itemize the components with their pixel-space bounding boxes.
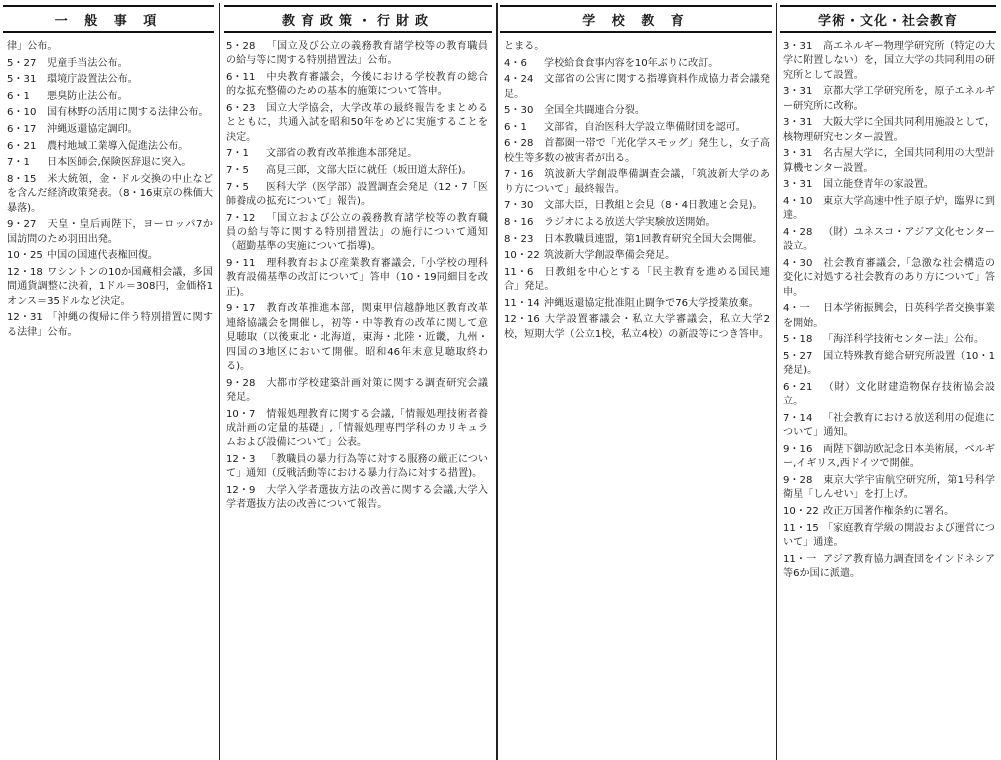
entry-text: ラジオによる放送大学実験放送開始。 — [544, 216, 716, 228]
timeline-entry — [7, 57, 213, 71]
timeline-entry — [783, 226, 995, 255]
entry-date: 6・21 — [783, 382, 813, 393]
timeline-entry — [783, 412, 995, 441]
timeline-entry — [783, 302, 995, 331]
entry-date: 4・一 — [783, 303, 810, 315]
timeline-entry — [7, 40, 213, 54]
entry-text: 「社会教育における放送利用の促進について」通知。 — [783, 413, 995, 439]
timeline-entry — [504, 137, 770, 166]
entry-text: 筑波新大学創設準備調査会議，「筑波新大学のあり方について」最終報告。 — [504, 169, 770, 195]
entry-date: 12・9 — [226, 485, 256, 497]
divider-1 — [219, 3, 220, 760]
entry-text: 医科大学（医学部）設置調査会発足（12・7「医師養成の拡充について」報告)。 — [226, 181, 488, 207]
entry-date: 7・1 — [7, 157, 30, 169]
entry-date: 7・12 — [226, 212, 256, 224]
timeline-entry — [7, 156, 213, 170]
entry-date: 3・31 — [783, 148, 813, 160]
timeline-entry — [783, 85, 995, 114]
entry-date: 5・27 — [7, 57, 37, 69]
timeline-entry — [7, 90, 213, 104]
entry-text: 東京大学宇宙航空研究所，第1号科学衛星「しんせい」を打上げ。 — [783, 475, 995, 501]
entry-text: 全国全共闘連合分裂。 — [544, 105, 645, 117]
entry-text: 高エネルギー物理学研究所（特定の大学に附置しない）を，国立大学の共同利用の研究所として設置。 — [783, 41, 995, 81]
divider-3 — [776, 3, 777, 760]
entry-text: 国立大学協会，大学改革の最終報告をまとめるとともに，共通入試を昭和50年をめどに実施することを決定。 — [226, 103, 488, 143]
entry-text: 理科教育および産業教育審議会,「小学校の理科教育設備基準の改訂について」答申（10・19同細目を改正)。 — [226, 258, 488, 298]
entry-text: 悪臭防止法公布。 — [47, 90, 128, 102]
timeline-entry — [504, 73, 770, 102]
entry-text: 日教組を中心とする「民主教育を進める国民連合」発足。 — [504, 266, 770, 293]
entry-text: 国立能登青年の家設置。 — [823, 179, 935, 191]
timeline-entry — [504, 57, 770, 71]
entry-text: 社会教育審議会,「急激な社会構造の変化に対処する社会教育のあり方について」答申。 — [783, 258, 995, 298]
entry-text: 米大統領，金・ドル交換の中止などを含んだ経済政策発表。（8・16東京の株価大暴落)。 — [7, 173, 213, 214]
timeline-entry — [7, 140, 213, 154]
header-culture: 学術・文化・社会教育 — [780, 5, 996, 33]
entry-date: 6・28 — [504, 138, 534, 150]
entry-date: 7・5 — [226, 181, 249, 193]
column-culture — [783, 40, 995, 584]
entry-date: 7・14 — [783, 413, 813, 424]
entry-text: 文部省，自治医科大学設立準備財団を認可。 — [544, 121, 746, 133]
timeline-entry — [226, 102, 488, 145]
entry-date: 5・30 — [504, 105, 534, 117]
timeline-entry — [783, 116, 995, 145]
entry-date: 4・28 — [783, 227, 813, 238]
entry-text: 農村地域工業導入促進法公布。 — [47, 140, 189, 152]
entry-date: 9・28 — [783, 475, 813, 486]
entry-text: 日本医師会,保険医辞退に突入。 — [47, 157, 192, 169]
entry-date: 3・31 — [783, 179, 813, 191]
entry-text: 教育改革推進本部，関東甲信越静地区教育改革連絡協議会を開催し，初等・中等教育の改革に関して意見聴取（以後東北・北海道，東海・北陸・近畿，九州・四国の3地区において開催。昭和46年末意見聴取終わる)。 — [226, 303, 488, 373]
entry-date: 7・16 — [504, 169, 534, 181]
entry-date: 6・23 — [226, 103, 256, 114]
timeline-entry — [226, 164, 488, 178]
timeline-entry — [7, 266, 213, 309]
entry-date: 3・31 — [783, 117, 813, 129]
timeline-entry — [504, 199, 770, 213]
entry-text: 両陛下御訪欧記念日本美術展，ベルギー,イギリス,西ドイツで開催。 — [783, 444, 995, 470]
timeline-entry — [7, 173, 213, 216]
entry-date: 11・6 — [504, 266, 534, 278]
entry-text: 国有林野の活用に関する法律公布。 — [47, 107, 209, 119]
entry-text: 筑波新大学創設準備会発足。 — [544, 250, 676, 262]
entry-text: とまる。 — [504, 41, 545, 52]
entry-date: 4・10 — [783, 196, 813, 207]
timeline-entry — [7, 218, 213, 247]
timeline-entry — [783, 333, 995, 347]
entry-date: 10・7 — [226, 408, 256, 420]
timeline-entry — [226, 257, 488, 300]
timeline-entry — [504, 168, 770, 197]
entry-text: 環境庁設置法公布。 — [47, 74, 138, 86]
timeline-entry — [226, 181, 488, 210]
entry-date: 6・17 — [7, 123, 37, 135]
entry-text: 日本学術振興会，日英科学者交換事業を開始。 — [783, 303, 995, 329]
entry-text: 大学入学者選抜方法の改善に関する会議,大学入学者選抜方法の改善について報告。 — [226, 485, 488, 511]
timeline-entry — [783, 522, 995, 551]
entry-date: 5・18 — [783, 334, 813, 346]
timeline-entry — [783, 553, 995, 582]
entry-date: 4・6 — [504, 57, 527, 69]
timeline-entry — [504, 104, 770, 118]
entry-text: 大阪大学に全国共同利用施設として，核物理研究センター設置。 — [783, 117, 995, 143]
timeline-entry — [783, 443, 995, 472]
entry-date: 12・18 — [7, 266, 43, 278]
entry-date: 7・5 — [226, 165, 249, 176]
timeline-entry — [226, 71, 488, 100]
entry-text: 情報処理教育に関する会議,「情報処理技術者養成計画の定量的基礎」,「情報処理専門学科のカリキュラムおよび設備について」公表。 — [226, 408, 488, 449]
timeline-entry — [7, 249, 213, 263]
entry-text: ワシントンの10か国蔵相会議，多国間通貨調整に決着，1ドル＝308円，金価格1オンス＝35ドルなど決定。 — [7, 266, 213, 307]
column-policy — [226, 40, 488, 515]
timeline-entry — [783, 381, 995, 410]
entry-date: 9・17 — [226, 303, 256, 315]
entry-date: 6・10 — [7, 107, 37, 119]
entry-date: 9・16 — [783, 444, 813, 455]
entry-date: 6・11 — [226, 72, 256, 83]
entry-date: 3・31 — [783, 41, 813, 52]
entry-date: 12・16 — [504, 314, 540, 326]
timeline-entry — [504, 40, 770, 54]
entry-date: 12・3 — [226, 454, 256, 466]
entry-text: 文部省の公害に関する指導資料作成協力者会議発足。 — [504, 74, 770, 100]
entry-text: 「教職員の暴力行為等に対する服務の厳正について」通知（反戦活動等における暴力行為に対する措置)。 — [226, 454, 488, 480]
timeline-entry — [226, 453, 488, 482]
entry-date: 6・1 — [504, 121, 527, 133]
entry-text: 文部大臣，日教組と会見（8・4日教連と会見)。 — [544, 200, 763, 212]
entry-date: 5・28 — [226, 41, 256, 52]
entry-date: 5・27 — [783, 351, 813, 362]
entry-text: 児童手当法公布。 — [47, 57, 128, 69]
entry-date: 10・22 — [504, 250, 540, 262]
entry-text: 学校給食食事内容を10年ぶりに改訂。 — [544, 57, 719, 69]
timeline-entry — [783, 350, 995, 379]
header-general: 一 般 事 項 — [3, 5, 214, 33]
timeline-entry — [7, 106, 213, 120]
entry-text: 律」公布。 — [7, 41, 58, 52]
entry-text: 沖縄返還協定批准阻止闘争で76大学授業放棄。 — [544, 297, 759, 309]
timeline-entry — [226, 408, 488, 451]
timeline-entry — [226, 40, 488, 69]
entry-date: 5・31 — [7, 74, 37, 86]
entry-text: 沖縄返還協定調印。 — [47, 123, 138, 135]
timeline-entry — [504, 216, 770, 230]
entry-text: 「沖縄の復帰に伴う特別措置に関する法律」公布。 — [7, 312, 213, 338]
timeline-entry — [783, 474, 995, 503]
entry-text: 首都圏一帯で「光化学スモッグ」発生し，女子高校生等多数の被害者が出る。 — [504, 138, 770, 164]
entry-date: 11・15 — [783, 522, 819, 534]
timeline-entry — [7, 123, 213, 137]
entry-date: 8・23 — [504, 233, 534, 245]
header-school: 学 校 教 育 — [500, 5, 772, 33]
entry-text: 中央教育審議会，今後における学校教育の総合的な拡充整備のための基本的施策について答申。 — [226, 72, 488, 98]
entry-date: 4・24 — [504, 74, 534, 86]
entry-date: 8・16 — [504, 216, 534, 228]
timeline-entry — [504, 313, 770, 342]
entry-date: 9・11 — [226, 258, 256, 269]
entry-text: 文部省の教育改革推進本部発足。 — [266, 148, 418, 160]
header-policy: 教育政策・行財政 — [224, 5, 492, 33]
entry-date: 12・31 — [7, 312, 43, 324]
entry-date: 7・30 — [504, 200, 534, 212]
timeline-entry — [504, 233, 770, 247]
entry-date: 9・28 — [226, 377, 256, 389]
entry-text: 「国立及び公立の義務教育諸学校等の教育職員の給与等に関する特別措置法」公布。 — [226, 41, 488, 67]
entry-date: 6・21 — [7, 140, 37, 152]
timeline-entry — [226, 302, 488, 374]
timeline-entry — [504, 249, 770, 263]
entry-text: 中国の国連代表権回復。 — [47, 250, 159, 262]
entry-text: 京都大学工学研究所を，原子エネルギー研究所に改称。 — [783, 86, 995, 112]
entry-text: 大学設置審議会・私立大学審議会，私立大学2校，短期大学（公立1校，私立4校）の新設等につき答申。 — [504, 314, 770, 340]
column-school — [504, 40, 770, 344]
entry-date: 6・1 — [7, 90, 30, 102]
entry-date: 10・22 — [783, 506, 819, 517]
timeline-entry — [504, 297, 770, 311]
timeline-entry — [7, 73, 213, 87]
timeline-entry — [783, 505, 995, 519]
timeline-entry — [783, 147, 995, 176]
entry-text: 日本教職員連盟，第1回教育研究全国大会開催。 — [544, 233, 763, 245]
divider-2 — [496, 3, 498, 760]
timeline-entry — [783, 257, 995, 300]
entry-text: 「海洋科学技術センター法」公布。 — [823, 334, 985, 346]
entry-date: 11・一 — [783, 553, 817, 565]
entry-text: 「家庭教育学級の開設および運営について」通達。 — [783, 522, 995, 548]
entry-text: 改正万国著作権条約に署名。 — [823, 506, 955, 517]
entry-date: 7・1 — [226, 148, 249, 160]
timeline-entry — [783, 178, 995, 192]
entry-text: 東京大学高速中性子原子炉，臨界に到達。 — [783, 196, 995, 222]
entry-date: 4・30 — [783, 258, 813, 269]
timeline-entry — [226, 147, 488, 161]
timeline-entry — [226, 377, 488, 406]
entry-text: （財）ユネスコ・アジア文化センター設立。 — [783, 227, 995, 253]
entry-text: 「国立および公立の義務教育諸学校等の教育職員の給与等に関する特別措置法」の施行について通知（超勤基準の実施について指導)。 — [226, 212, 488, 253]
entry-text: アジア教育協力調査団をインドネシア等6か国に派遣。 — [783, 553, 995, 579]
entry-text: （財）文化財建造物保存技術協会設立。 — [783, 382, 995, 408]
timeline-entry — [226, 484, 488, 513]
timeline-entry — [783, 195, 995, 224]
entry-date: 10・25 — [7, 250, 43, 262]
entry-text: 高見三郎，文部大臣に就任（坂田道太辞任)。 — [266, 165, 472, 176]
entry-text: 天皇・皇后両陛下，ヨーロッパ7か国訪問のため羽田出発。 — [7, 219, 213, 245]
entry-date: 3・31 — [783, 86, 813, 98]
timeline-entry — [783, 40, 995, 83]
entry-date: 9・27 — [7, 219, 37, 231]
timeline-entry — [504, 266, 770, 295]
timeline-entry — [504, 121, 770, 135]
entry-date: 11・14 — [504, 297, 540, 309]
timeline-entry — [226, 212, 488, 255]
entry-text: 国立特殊教育総合研究所設置（10・1発足)。 — [783, 351, 995, 377]
entry-text: 大都市学校建築計画対策に関する調査研究会議発足。 — [226, 377, 488, 404]
column-general — [7, 40, 213, 342]
timeline-entry — [7, 311, 213, 340]
entry-text: 名古屋大学に，全国共同利用の大型計算機センター設置。 — [783, 148, 995, 174]
entry-date: 8・15 — [7, 173, 37, 185]
